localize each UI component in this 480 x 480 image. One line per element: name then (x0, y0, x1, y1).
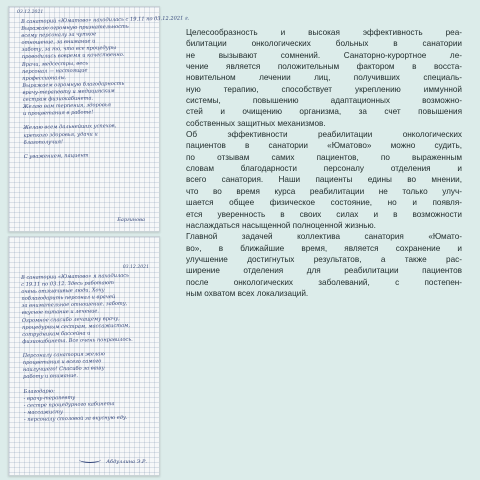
article-line: новительном лечении лиц, получивших специаль- (186, 73, 462, 83)
article-line: всего санатория. Наши пациенты едины во мнении, (186, 175, 462, 185)
article-line: улучшение достигнутых результатов, а также рас- (186, 254, 462, 264)
handwritten-line: сотрудникам бассейна и (22, 330, 91, 338)
article-line: во», в ближайшие время, является сохранение и (186, 243, 462, 253)
handwritten-line: - врачу-терапевту (23, 394, 76, 402)
letter-text (21, 15, 190, 161)
handwritten-letter-2 (8, 236, 160, 476)
article-paragraph (176, 129, 462, 231)
article-line: ется уверенность в своих силах и в возможности (186, 209, 462, 219)
article-line: наслаждаться насыщенной полноценной жизнью. (186, 220, 376, 230)
signature: Абдуллина Э.Р. (106, 459, 147, 465)
handwritten-line: Выражаем огромную благодарность (22, 80, 125, 89)
handwritten-line: персонал — настоящие (22, 67, 88, 75)
article-line: пациентов в санатории «Юматово» можно судить, (186, 141, 462, 151)
handwritten-line: работу и внимание. (23, 373, 79, 381)
article-line: ным охватом всех локализаций. (186, 288, 309, 298)
article-line: Главной задачей коллектива санатория «Юмато- (186, 232, 462, 242)
handwritten-line: процедурным сестрам, массажистам, (22, 322, 131, 331)
handwritten-line: проводились вовремя и качественно. (21, 52, 125, 61)
article-text (176, 27, 462, 299)
handwritten-line: врачу-терапевту и медицинским (22, 87, 115, 96)
article-paragraph (176, 231, 462, 299)
handwritten-line: наилучшего! Спасибо за вашу (22, 365, 105, 374)
handwritten-line: Врачи, медсестры, весь (21, 60, 89, 68)
handwritten-line: - массажисту (23, 408, 64, 416)
handwritten-line: процветания и всего самого (22, 358, 102, 367)
article-line: Целесообразность и высокая эффективность реа- (186, 28, 462, 37)
article-line: системы, повышению адаптационных возможно- (186, 96, 462, 106)
handwritten-line: Персоналу санатория желаю (22, 351, 105, 360)
handwritten-line: заботу, за то, что все процедуры (21, 45, 117, 54)
article-line: билитации онкологических больных в санатории (186, 39, 462, 49)
handwritten-line: В санатории «Юматово» я находилась (21, 272, 129, 281)
handwritten-line: - персоналу столовой за вкусную еду. (23, 414, 128, 423)
article-paragraph (176, 27, 462, 129)
handwritten-line: Желаю всем дальнейших успехов, (23, 123, 117, 132)
handwritten-line: С уважением, пациент (23, 152, 89, 160)
handwritten-line: - сестре процедурного кабинета (23, 400, 115, 409)
article-line: шается общее физическое состояние, но и появля- (186, 198, 462, 208)
article-line: чение является положительным фактором в восста- (186, 62, 462, 72)
letter-date: 03.12.2021 (17, 10, 44, 15)
handwritten-line: с 19.11 по 03.12. Здесь работают (21, 280, 115, 289)
handwritten-line: очень отзывчивые люди. Хочу (21, 287, 105, 296)
handwritten-line: всему персоналу за чуткое (21, 31, 97, 40)
handwritten-line: Благодарю: (23, 387, 55, 395)
handwritten-line: профессионалы. (22, 74, 67, 82)
handwritten-line: Выражаю огромную признательность (21, 23, 129, 33)
handwritten-line: В санаторий «Юматово» находилась с 19.11 по 03.12.2021 г. (21, 15, 190, 25)
handwritten-line: крепкого здоровья, удачи и (23, 130, 98, 139)
article-line: словам благодарности персоналу отделения и (186, 164, 462, 174)
handwritten-line: физиокабинета. Все очень понравилось. (22, 336, 133, 345)
article-line: не вызывают сомнений. Санаторно-курортное ле- (186, 50, 462, 60)
signature: Баргинова (117, 217, 145, 223)
article-line: ную терапию, способствует укреплению иммунной (186, 84, 462, 94)
signature-flourish (79, 456, 101, 463)
article-line: собственных защитных механизмов. (186, 118, 326, 128)
article-line: Об эффективности реабилитации онкологических (186, 130, 462, 140)
article-line: по отзывам самих пациентов, по выраженным (186, 152, 462, 162)
handwritten-line: и процветания в работе! (22, 109, 94, 118)
article-line: после онкологических заболеваний, с постепен- (186, 277, 462, 287)
handwritten-line: отношение, за внимание и (21, 38, 96, 47)
article-line: стей и очищению организма, за счет повышения (186, 107, 462, 117)
letter-date: 03.12.2021 (122, 265, 149, 270)
handwritten-line: за внимательное отношение, заботу, (21, 301, 128, 310)
handwritten-letter-1 (8, 6, 190, 232)
handwritten-line: вкусное питание и лечение. (21, 308, 100, 317)
article-line: ширение отделения для реабилитации пациентов (186, 266, 462, 276)
handwritten-line: поблагодарить персонал и врачей (21, 294, 116, 303)
article-line: что во время курса реабилитации не только улуч- (186, 186, 462, 196)
handwritten-line: Огромное спасибо лечащему врачу, (21, 315, 120, 324)
handwritten-line: Желаю вам терпения, здоровья (22, 102, 112, 111)
letter-text (21, 272, 156, 424)
handwritten-line: сестрам физиокабинета. (22, 95, 94, 104)
handwritten-line: благополучия! (23, 138, 64, 146)
